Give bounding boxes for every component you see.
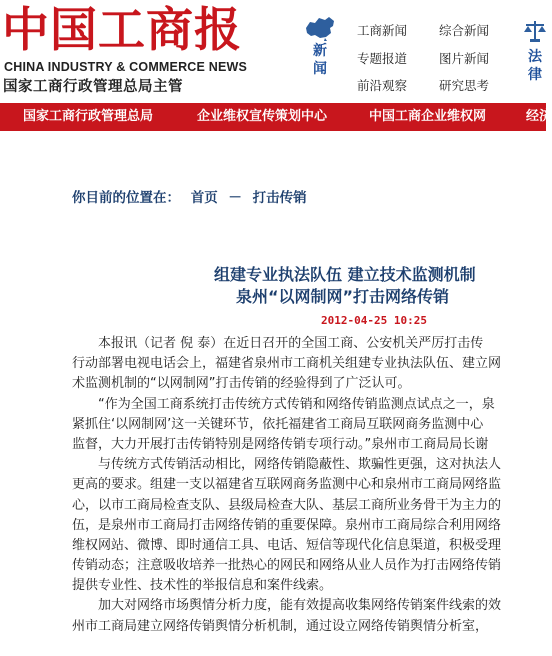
article-line: 本报讯（记者 倪 泰）在近日召开的全国工商、公安机关严厉打击传 <box>72 336 484 351</box>
logo-english: CHINA INDUSTRY & COMMERCE NEWS <box>4 60 248 74</box>
china-map-icon <box>303 14 337 42</box>
article-line: 提供专业性、技术性的举报信息和案件线索。 <box>72 578 333 594</box>
article-title-line1: 组建专业执法队伍 建立技术监测机制 <box>214 265 476 284</box>
article-line: 心，以市工商局检查支队、县级局检查大队、基层工商所业务骨干为主力的 <box>72 497 502 513</box>
logo-subtitle: 国家工商行政管理总局主管 <box>3 79 183 95</box>
nav-item-economy[interactable]: 经济 <box>526 109 552 124</box>
breadcrumb-home[interactable]: 首页 <box>190 190 218 206</box>
main-nav <box>0 103 552 131</box>
breadcrumb <box>72 186 307 206</box>
nav-item-rights-center[interactable]: 企业维权宣传策划中心 <box>197 109 328 124</box>
nav-item-rights-network[interactable]: 中国工商企业维权网 <box>369 109 487 124</box>
nav-item-saic[interactable]: 国家工商行政管理总局 <box>23 109 154 124</box>
law-section-link[interactable] <box>520 18 550 84</box>
scales-icon <box>522 18 548 44</box>
article-title-line2: 泉州“以网制网”打击网络传销 <box>236 287 450 306</box>
news-section-link[interactable] <box>300 14 340 78</box>
article-date: 2012-04-25 10:25 <box>321 314 427 327</box>
quick-link-photo-news[interactable]: 图片新闻 <box>439 51 490 66</box>
article-line: 监督，大力开展打击传销特别是网络传销专项行动。”泉州市工商局局长谢 <box>72 436 489 452</box>
breadcrumb-prefix: 你目前的位置在： <box>72 190 180 206</box>
quick-link-research[interactable]: 研究思考 <box>439 78 490 93</box>
article-line: 加大对网络市场舆情分析力度，能有效提高收集网络传销案件线索的效 <box>72 598 502 614</box>
site-header <box>0 0 546 100</box>
logo-title[interactable]: 中国工商报 <box>2 3 242 58</box>
article-line: 与传统方式传销活动相比，网络传销隐蔽性、欺骗性更强，这对执法人 <box>72 457 502 473</box>
quick-link-business-news[interactable]: 工商新闻 <box>357 23 408 38</box>
quick-link-general-news[interactable]: 综合新闻 <box>439 23 490 38</box>
quick-link-frontier[interactable]: 前沿观察 <box>357 78 408 93</box>
breadcrumb-separator: － <box>228 190 242 206</box>
breadcrumb-current[interactable]: 打击传销 <box>252 190 307 206</box>
quick-link-special-reports[interactable]: 专题报道 <box>357 51 408 66</box>
article-line: 术监测机制的“以网制网”打击传销的经验得到了广泛认可。 <box>72 376 411 392</box>
article-line: 行动部署电视电话会上，福建省泉州市工商机关组建专业执法队伍、建立网 <box>72 356 502 372</box>
news-label: 新 闻 <box>313 43 327 77</box>
article-line: 紧抓住‘以网制网’这一关键环节，依托福建省工商局互联网商务监测中心 <box>72 416 484 432</box>
article-line: 传销动态；注意吸收培养一批热心的网民和网络从业人员作为打击网络传销 <box>72 558 502 574</box>
article-line: 更高的要求。组建一支以福建省互联网商务监测中心和泉州市工商局网络监 <box>72 477 502 493</box>
article-line: 维权网站、微博、即时通信工具、电话、短信等现代化信息渠道，积极受理 <box>72 537 502 553</box>
article-line: 州市工商局建立网络传销舆情分析机制，通过设立网络传销舆情分析室， <box>72 618 489 634</box>
law-label: 法 律 <box>528 49 542 83</box>
article-line: “作为全国工商系统打击传统方式传销和网络传销监测点试点之一，泉 <box>72 396 495 412</box>
article-body <box>72 334 546 637</box>
article-line: 伍，是泉州市工商局打击网络传销的重要保障。泉州市工商局综合利用网络 <box>72 517 502 533</box>
